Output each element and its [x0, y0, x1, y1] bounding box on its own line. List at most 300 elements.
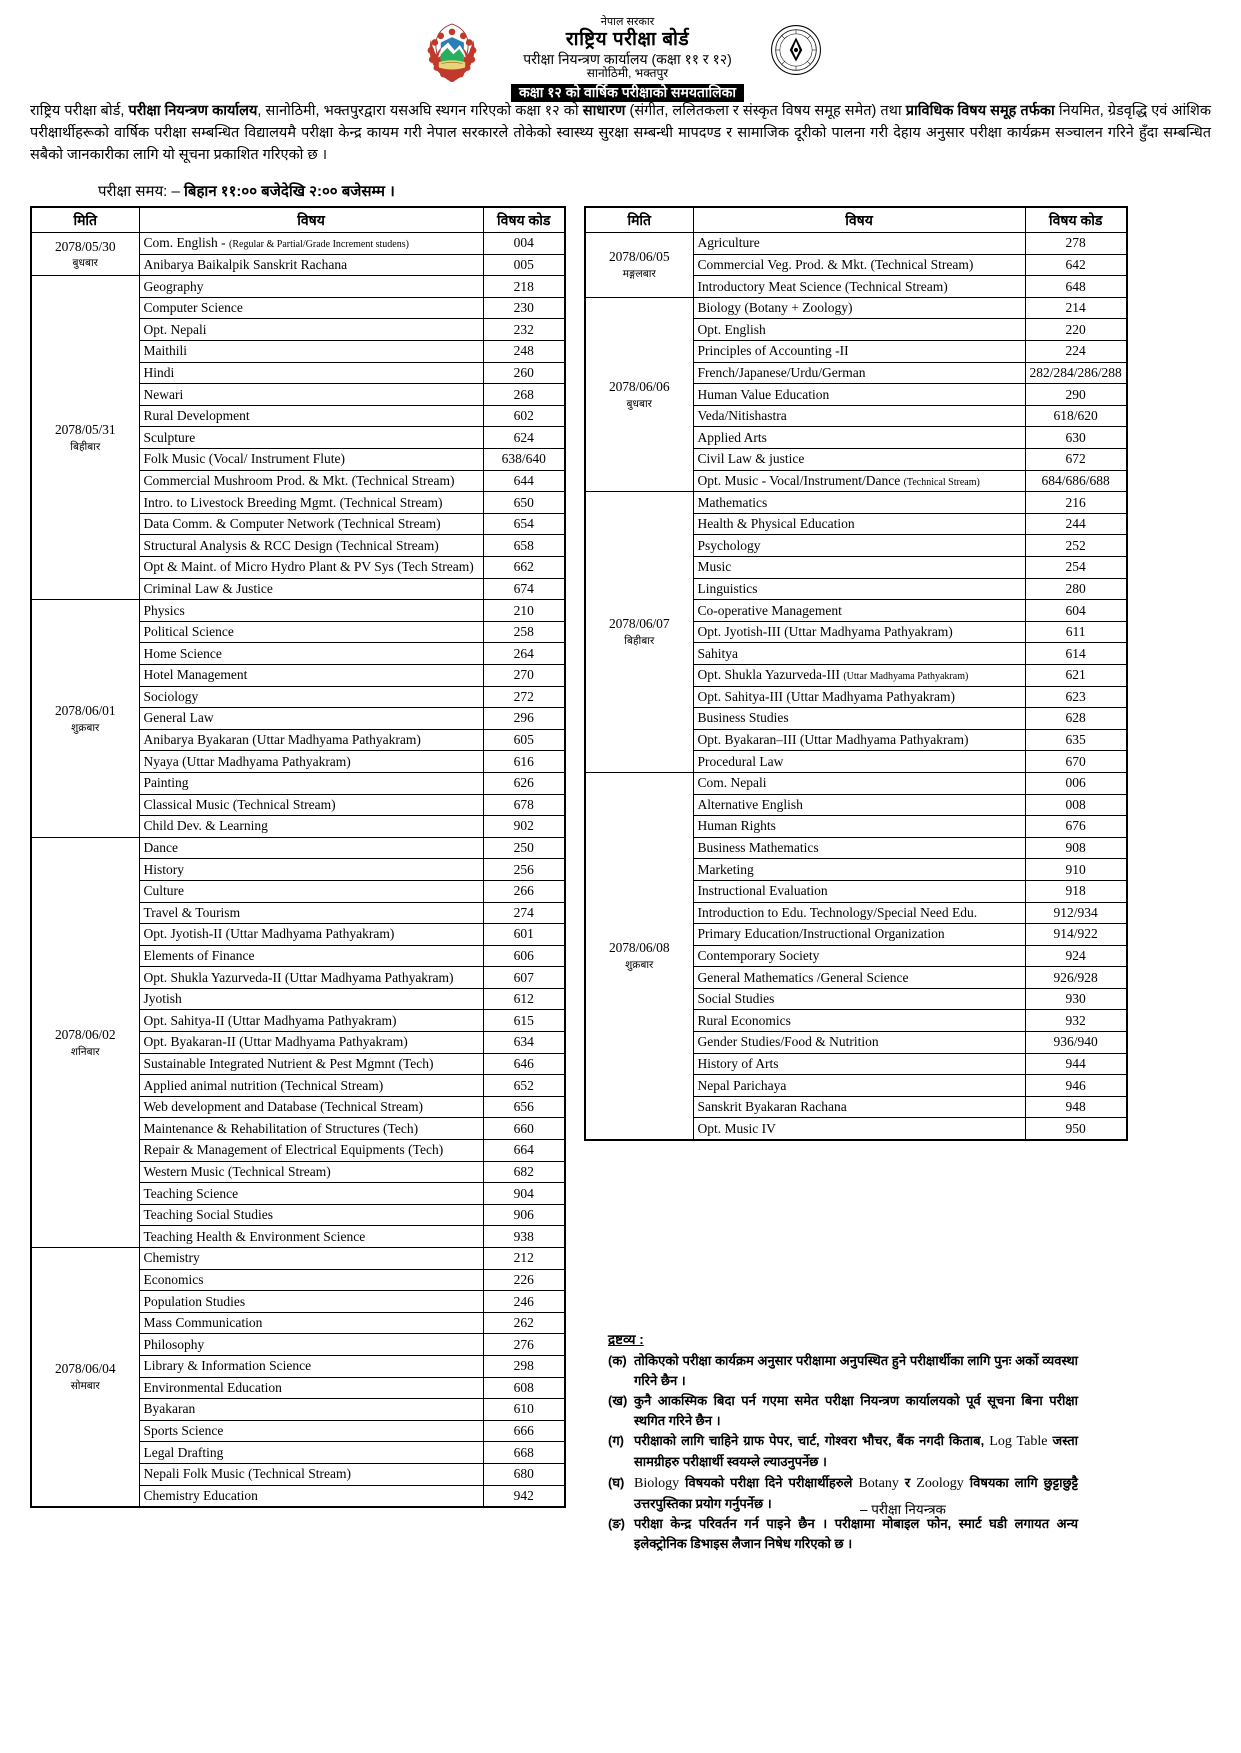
subject-name: Human Rights	[697, 818, 776, 834]
subject-cell	[139, 924, 483, 946]
exam-date: 2078/06/07	[608, 616, 670, 632]
subject-code-cell: 936/940	[1025, 1032, 1127, 1054]
subject-code-cell: 664	[483, 1140, 565, 1162]
subject-cell	[693, 1010, 1025, 1032]
header-code: विषय कोड	[483, 207, 565, 233]
subject-code-cell: 264	[483, 643, 565, 665]
subject-code-cell: 654	[483, 513, 565, 535]
subject-name: Psychology	[697, 537, 761, 553]
subject-name: Opt. Sahitya-II (Uttar Madhyama Pathyakram)	[143, 1012, 397, 1028]
subject-name: Criminal Law & Justice	[143, 580, 273, 596]
subject-name: Opt. Byakaran-II (Uttar Madhyama Pathyakram)	[143, 1034, 408, 1050]
subject-cell	[693, 492, 1025, 514]
subject-name: Linguistics	[697, 580, 758, 596]
header-text-block	[511, 14, 744, 102]
subject-cell	[139, 643, 483, 665]
table-row	[31, 1248, 565, 1270]
subject-name: Human Value Education	[697, 386, 830, 402]
subject-code-cell: 684/686/688	[1025, 470, 1127, 492]
exam-date-cell	[585, 492, 693, 773]
subject-code-cell: 610	[483, 1399, 565, 1421]
exam-date-cell	[585, 772, 693, 1139]
exam-weekday: शनिबार	[70, 1045, 100, 1058]
note-item	[608, 1431, 1078, 1472]
subject-cell	[693, 816, 1025, 838]
subject-code-cell: 948	[1025, 1096, 1127, 1118]
subject-name: Byakaran	[143, 1401, 196, 1417]
note-marker: (ग)	[608, 1433, 624, 1449]
subject-name: French/Japanese/Urdu/German	[697, 364, 866, 380]
subject-code-cell: 008	[1025, 794, 1127, 816]
subject-cell	[139, 837, 483, 859]
table-header-row	[31, 207, 565, 233]
subject-code-cell: 244	[1025, 513, 1127, 535]
subject-cell	[139, 276, 483, 298]
subject-code-cell: 660	[483, 1118, 565, 1140]
subject-name: Mass Communication	[143, 1315, 263, 1331]
subject-cell	[693, 751, 1025, 773]
subject-name: Jyotish	[143, 991, 182, 1007]
subject-cell	[139, 449, 483, 471]
subject-cell	[693, 664, 1025, 686]
subject-name: Philosophy	[143, 1336, 205, 1352]
subject-code-cell: 254	[1025, 557, 1127, 579]
subject-name: History	[143, 861, 184, 877]
subject-name: Sustainable Integrated Nutrient & Pest Mgmnt (Tech)	[143, 1055, 434, 1071]
subject-code-cell: 216	[1025, 492, 1127, 514]
subject-name: Gender Studies/Food & Nutrition	[697, 1034, 879, 1050]
subject-cell	[139, 384, 483, 406]
subject-cell	[139, 664, 483, 686]
subject-cell	[139, 470, 483, 492]
subject-name: Legal Drafting	[143, 1444, 224, 1460]
note-text: तोकिएको परीक्षा कार्यक्रम अनुसार परीक्षामा अनुपस्थित हुने परीक्षार्थीका लागि पुनः अर्को व्यवस्था गरिने छैन ।	[634, 1353, 1078, 1388]
subject-code-cell: 256	[483, 859, 565, 881]
exam-weekday: शुक्रबार	[71, 721, 100, 734]
government-line: नेपाल सरकार	[600, 16, 655, 28]
subject-cell	[693, 686, 1025, 708]
subject-name: Marketing	[697, 861, 754, 877]
exam-date-cell	[585, 233, 693, 298]
exam-weekday: सोमबार	[70, 1380, 100, 1393]
subject-code-cell: 650	[483, 492, 565, 514]
subject-code-cell: 252	[1025, 535, 1127, 557]
subject-cell	[139, 1355, 483, 1377]
subject-code-cell: 260	[483, 362, 565, 384]
exam-routine-table-right	[584, 206, 1128, 1141]
subject-name: Classical Music (Technical Stream)	[143, 796, 336, 812]
table-row	[31, 233, 565, 255]
subject-name: Opt. Music IV	[697, 1120, 776, 1136]
subject-cell	[139, 816, 483, 838]
subject-name: Applied Arts	[697, 429, 767, 445]
subject-name: Instructional Evaluation	[697, 883, 828, 899]
table-row	[585, 492, 1127, 514]
exam-date: 2078/06/08	[608, 940, 670, 956]
table-row	[585, 233, 1127, 255]
subject-code-cell: 626	[483, 772, 565, 794]
subject-code-cell: 910	[1025, 859, 1127, 881]
subject-name: Western Music (Technical Stream)	[143, 1163, 331, 1179]
subject-code-cell: 248	[483, 341, 565, 363]
note-item	[608, 1473, 1078, 1514]
exam-date-cell	[585, 297, 693, 491]
subject-name: Web development and Database (Technical Stream)	[143, 1099, 423, 1115]
subject-code-cell: 218	[483, 276, 565, 298]
subject-name: Sociology	[143, 688, 199, 704]
subject-name: Opt. Jyotish-III (Uttar Madhyama Pathyakram)	[697, 624, 953, 640]
note-item	[608, 1391, 1078, 1430]
subject-code-cell: 606	[483, 945, 565, 967]
subject-code-cell: 668	[483, 1442, 565, 1464]
subject-name: Sculpture	[143, 429, 196, 445]
exam-weekday: बुधबार	[626, 397, 652, 410]
subject-name: Chemistry Education	[143, 1487, 258, 1503]
subject-name: Teaching Science	[143, 1185, 239, 1201]
exam-date: 2078/06/06	[608, 378, 670, 394]
subject-name: Rural Economics	[697, 1012, 791, 1028]
subject-code-cell: 004	[483, 233, 565, 255]
subject-code-cell: 005	[483, 254, 565, 276]
subject-cell	[139, 405, 483, 427]
subject-cell	[139, 297, 483, 319]
routine-tables-container	[30, 206, 1211, 1508]
subject-name: Sahitya	[697, 645, 738, 661]
subject-code-cell: 616	[483, 751, 565, 773]
exam-date: 2078/06/05	[608, 249, 670, 265]
subject-code-cell: 630	[1025, 427, 1127, 449]
right-table-wrapper	[584, 206, 1128, 1141]
subject-code-cell: 276	[483, 1334, 565, 1356]
subject-name: Rural Development	[143, 408, 250, 424]
exam-time-line	[98, 181, 1211, 201]
subject-code-cell: 912/934	[1025, 902, 1127, 924]
subject-note: (Regular & Partial/Grade Increment studens)	[229, 239, 409, 251]
subject-name: Chemistry	[143, 1250, 200, 1266]
subject-name: Intro. to Livestock Breeding Mgmt. (Technical Stream)	[143, 494, 443, 510]
subject-cell	[139, 1183, 483, 1205]
subject-cell	[693, 967, 1025, 989]
exam-date: 2078/06/01	[54, 702, 116, 718]
left-table-body	[31, 233, 565, 1507]
subject-code-cell: 298	[483, 1355, 565, 1377]
subject-code-cell: 908	[1025, 837, 1127, 859]
subject-cell	[693, 859, 1025, 881]
header-date: मिति	[31, 207, 139, 233]
subject-name: Population Studies	[143, 1293, 246, 1309]
note-marker: (ङ)	[608, 1516, 625, 1532]
subject-cell	[139, 1248, 483, 1270]
subject-cell	[139, 1334, 483, 1356]
subject-cell	[139, 1010, 483, 1032]
table-header-row	[585, 207, 1127, 233]
subject-code-cell: 680	[483, 1463, 565, 1485]
exam-date: 2078/05/31	[54, 422, 116, 438]
subject-name: Health & Physical Education	[697, 516, 855, 532]
subject-cell	[693, 794, 1025, 816]
subject-code-cell: 614	[1025, 643, 1127, 665]
exam-weekday: बुधबार	[72, 257, 98, 270]
subject-name: Procedural Law	[697, 753, 784, 769]
subject-cell	[139, 1377, 483, 1399]
subject-name: Opt & Maint. of Micro Hydro Plant & PV Sys (Tech Stream)	[143, 559, 474, 575]
subject-name: Business Studies	[697, 710, 789, 726]
subject-cell	[139, 341, 483, 363]
subject-name: Anibarya Byakaran (Uttar Madhyama Pathyakram)	[143, 732, 421, 748]
subject-code-cell: 946	[1025, 1075, 1127, 1097]
subject-cell	[139, 1226, 483, 1248]
subject-code-cell: 930	[1025, 988, 1127, 1010]
note-marker: (घ)	[608, 1474, 625, 1490]
notes-section	[608, 1330, 1078, 1554]
subject-cell	[139, 1204, 483, 1226]
exam-date: 2078/05/30	[54, 238, 116, 254]
subject-cell	[693, 470, 1025, 492]
subject-code-cell: 006	[1025, 772, 1127, 794]
subject-name: Maintenance & Rehabilitation of Structures (Tech)	[143, 1120, 419, 1136]
subject-code-cell: 648	[1025, 276, 1127, 298]
exam-date-cell	[31, 233, 139, 276]
subject-code-cell: 676	[1025, 816, 1127, 838]
exam-date-cell	[31, 276, 139, 600]
subject-code-cell: 902	[483, 816, 565, 838]
exam-date: 2078/06/04	[54, 1361, 116, 1377]
subject-name: Primary Education/Instructional Organization	[697, 926, 945, 942]
subject-name: Civil Law & justice	[697, 451, 805, 467]
subject-cell	[693, 362, 1025, 384]
subject-cell	[693, 643, 1025, 665]
subject-cell	[693, 729, 1025, 751]
subject-name: Veda/Nitishastra	[697, 408, 787, 424]
subject-cell	[139, 686, 483, 708]
subject-cell	[139, 902, 483, 924]
subject-code-cell: 212	[483, 1248, 565, 1270]
subject-name: Introductory Meat Science (Technical Stream)	[697, 278, 948, 294]
subject-code-cell: 658	[483, 535, 565, 557]
subject-code-cell: 604	[1025, 600, 1127, 622]
subject-name: Painting	[143, 775, 189, 791]
notice-intro-paragraph	[30, 100, 1211, 166]
subject-cell	[139, 1312, 483, 1334]
subject-cell	[139, 233, 483, 255]
subject-cell	[693, 924, 1025, 946]
note-item	[608, 1514, 1078, 1553]
subject-name: Introduction to Edu. Technology/Special Need Edu.	[697, 904, 978, 920]
subject-cell	[139, 600, 483, 622]
table-row	[31, 276, 565, 298]
subject-name: Principles of Accounting -II	[697, 343, 849, 359]
subject-code-cell: 268	[483, 384, 565, 406]
subject-code-cell: 628	[1025, 708, 1127, 730]
subject-name: General Law	[143, 710, 214, 726]
subject-name: Commercial Veg. Prod. & Mkt. (Technical Stream)	[697, 257, 974, 273]
subject-code-cell: 280	[1025, 578, 1127, 600]
subject-cell	[693, 405, 1025, 427]
header-subject: विषय	[139, 207, 483, 233]
subject-name: History of Arts	[697, 1055, 779, 1071]
subject-cell	[139, 578, 483, 600]
subject-cell	[139, 621, 483, 643]
exam-date-cell	[31, 837, 139, 1247]
subject-name: Opt. English	[697, 321, 766, 337]
subject-code-cell: 232	[483, 319, 565, 341]
subject-cell	[693, 902, 1025, 924]
subject-cell	[693, 276, 1025, 298]
intro-bold-technical: प्राविधिक विषय समूह तर्फका	[905, 103, 1055, 119]
subject-name: Opt. Jyotish-II (Uttar Madhyama Pathyakram)	[143, 926, 395, 942]
subject-name: Teaching Health & Environment Science	[143, 1228, 366, 1244]
subject-code-cell: 262	[483, 1312, 565, 1334]
subject-cell	[139, 880, 483, 902]
subject-code-cell: 278	[1025, 233, 1127, 255]
subject-code-cell: 230	[483, 297, 565, 319]
subject-code-cell: 674	[483, 578, 565, 600]
subject-cell	[693, 1075, 1025, 1097]
exam-weekday: बिहीबार	[624, 635, 655, 648]
subject-code-cell: 644	[483, 470, 565, 492]
subject-name: Political Science	[143, 624, 234, 640]
subject-name: General Mathematics /General Science	[697, 969, 909, 985]
subject-cell	[139, 535, 483, 557]
subject-name: Mathematics	[697, 494, 768, 510]
subject-name: Home Science	[143, 645, 222, 661]
subject-cell	[693, 297, 1025, 319]
subject-name: Opt. Music - Vocal/Instrument/Dance	[697, 472, 904, 488]
right-table-body	[585, 233, 1127, 1140]
subject-code-cell: 926/928	[1025, 967, 1127, 989]
subject-name: Alternative English	[697, 796, 803, 812]
note-text: Biology विषयको परीक्षा दिने परीक्षार्थीहरुले Botany र Zoology विषयका लागि छुट्टाछुट्टै उत्तरपुस्तिका प्रयोग गर्नुपर्नेछ ।	[634, 1474, 1078, 1511]
subject-code-cell: 642	[1025, 254, 1127, 276]
subject-cell	[139, 772, 483, 794]
exam-time-label: परीक्षा समय: –	[98, 182, 185, 200]
note-item	[608, 1351, 1078, 1390]
header-code: विषय कोड	[1025, 207, 1127, 233]
header-subject: विषय	[693, 207, 1025, 233]
subject-cell	[139, 1399, 483, 1421]
subject-code-cell: 666	[483, 1420, 565, 1442]
subject-code-cell: 274	[483, 902, 565, 924]
subject-cell	[139, 557, 483, 579]
subject-name: Agriculture	[697, 235, 760, 251]
subject-name: Folk Music (Vocal/ Instrument Flute)	[143, 451, 345, 467]
intro-part-2: , सानोठिमी, भक्तपुरद्वारा यसअघि स्थगन गरिएको कक्षा १२ को	[257, 103, 583, 119]
subject-code-cell: 904	[483, 1183, 565, 1205]
subject-name: Nyaya (Uttar Madhyama Pathyakram)	[143, 753, 351, 769]
subject-code-cell: 611	[1025, 621, 1127, 643]
subject-cell	[139, 1032, 483, 1054]
left-table-wrapper	[30, 206, 566, 1508]
subject-code-cell: 601	[483, 924, 565, 946]
neb-seal-icon	[770, 24, 822, 76]
subject-name: Newari	[143, 386, 184, 402]
subject-cell	[693, 1053, 1025, 1075]
subject-cell	[139, 1096, 483, 1118]
exam-routine-table-left	[30, 206, 566, 1508]
exam-weekday: शुक्रबार	[625, 959, 654, 971]
subject-name: Anibarya Baikalpik Sanskrit Rachana	[143, 257, 348, 273]
subject-cell	[693, 1118, 1025, 1140]
subject-cell	[139, 513, 483, 535]
subject-name: Biology (Botany + Zoology)	[697, 300, 853, 316]
subject-code-cell: 662	[483, 557, 565, 579]
subject-cell	[693, 837, 1025, 859]
subject-code-cell: 924	[1025, 945, 1127, 967]
subject-code-cell: 246	[483, 1291, 565, 1313]
subject-cell	[139, 1485, 483, 1507]
note-marker: (ख)	[608, 1393, 628, 1409]
subject-name: Library & Information Science	[143, 1358, 312, 1374]
subject-name: Music	[697, 559, 732, 575]
subject-name: Structural Analysis & RCC Design (Technical Stream)	[143, 537, 439, 553]
subject-code-cell: 918	[1025, 880, 1127, 902]
subject-cell	[139, 1442, 483, 1464]
subject-cell	[139, 945, 483, 967]
subject-cell	[139, 1161, 483, 1183]
subject-code-cell: 635	[1025, 729, 1127, 751]
subject-code-cell: 623	[1025, 686, 1127, 708]
exam-time-value: बिहान ११:०० बजेदेखि २:०० बजेसम्म ।	[184, 182, 395, 200]
board-name: राष्ट्रिय परीक्षा बोर्ड	[565, 29, 690, 51]
subject-note: (Technical Stream)	[903, 476, 980, 488]
subject-code-cell: 220	[1025, 319, 1127, 341]
subject-code-cell: 602	[483, 405, 565, 427]
subject-cell	[139, 988, 483, 1010]
subject-cell	[693, 708, 1025, 730]
subject-cell	[693, 254, 1025, 276]
subject-name: Data Comm. & Computer Network (Technical Stream)	[143, 516, 441, 532]
subject-code-cell: 210	[483, 600, 565, 622]
subject-cell	[139, 1269, 483, 1291]
subject-cell	[139, 729, 483, 751]
subject-code-cell: 678	[483, 794, 565, 816]
subject-name: Commercial Mushroom Prod. & Mkt. (Technical Stream)	[143, 472, 455, 488]
intro-part-4: नियमित, ग्रेडवृद्धि एवं आंशिक परीक्षार्थीहरूको वार्षिक परीक्षा सम्बन्धित विद्यालयमै परीक्षा केन्द्र कायम गरी नेपाल सरकारले तोकेको स्वास्थ्य सुरक्षा सम्बन्धी मापदण्ड र सामाजिक दूरीको पालना गरी देहाय अनुसार परीक्षा कार्यक्रम सञ्चालन गरिने हुँदा सम्बन्धित सबैको जानकारीका लागि यो सूचना प्रकाशित गरिएको छ ।	[30, 103, 1211, 164]
subject-name: Business Mathematics	[697, 840, 819, 856]
subject-cell	[693, 449, 1025, 471]
intro-part-3: (संगीत, ललितकला र संस्कृत विषय समूह समेत) तथा	[625, 103, 906, 119]
subject-name: Computer Science	[143, 300, 243, 316]
subject-name: Applied animal nutrition (Technical Stream)	[143, 1077, 384, 1093]
subject-code-cell: 652	[483, 1075, 565, 1097]
subject-name: Teaching Social Studies	[143, 1207, 274, 1223]
subject-code-cell: 672	[1025, 449, 1127, 471]
subject-cell	[693, 384, 1025, 406]
subject-code-cell: 682	[483, 1161, 565, 1183]
subject-name: Maithili	[143, 343, 187, 359]
subject-name: Economics	[143, 1271, 204, 1287]
subject-code-cell: 612	[483, 988, 565, 1010]
subject-code-cell: 938	[483, 1226, 565, 1248]
subject-name: Com. Nepali	[697, 775, 767, 791]
subject-cell	[693, 535, 1025, 557]
subject-cell	[693, 427, 1025, 449]
subject-cell	[693, 772, 1025, 794]
subject-name: Com. English -	[143, 235, 230, 251]
subject-note: (Uttar Madhyama Pathyakram)	[843, 671, 969, 683]
subject-cell	[693, 621, 1025, 643]
subject-code-cell: 944	[1025, 1053, 1127, 1075]
note-text: परीक्षा केन्द्र परिवर्तन गर्न पाइने छैन । परीक्षामा मोबाइल फोन, स्मार्ट घडी लगायत अन्य इलेक्ट्रोनिक डिभाइस लैजान निषेध गरिएको छ ।	[634, 1516, 1078, 1551]
subject-name: Opt. Byakaran–III (Uttar Madhyama Pathyakram)	[697, 732, 969, 748]
subject-cell	[139, 1118, 483, 1140]
subject-cell	[139, 319, 483, 341]
subject-code-cell: 258	[483, 621, 565, 643]
subject-name: Sports Science	[143, 1423, 224, 1439]
subject-code-cell: 624	[483, 427, 565, 449]
header-date: मिति	[585, 207, 693, 233]
subject-name: Opt. Shukla Yazurveda-III	[697, 667, 844, 683]
